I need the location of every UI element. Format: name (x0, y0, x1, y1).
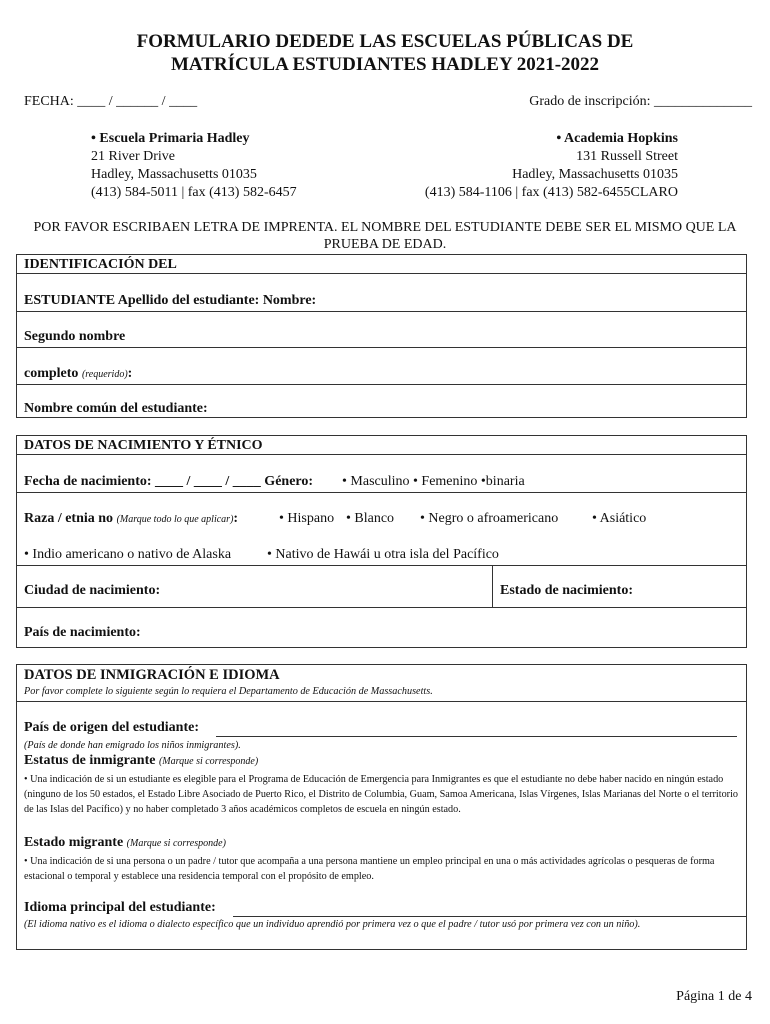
school-hadley-street: 21 River Drive (91, 149, 175, 164)
identification-section (16, 254, 747, 418)
identification-heading: IDENTIFICACIÓN DEL (24, 257, 177, 272)
title-line-2: MATRÍCULA ESTUDIANTES HADLEY 2021-2022 (170, 54, 600, 75)
primary-language-label: Idioma principal del estudiante: (24, 900, 216, 915)
divider (17, 273, 746, 274)
divider (17, 565, 746, 566)
race-hispanic-option[interactable]: • Hispano (279, 511, 335, 526)
school-hadley (91, 130, 297, 202)
gender-options[interactable]: • Masculino • Femenino •binaria (342, 474, 525, 489)
complete-label: completo (24, 366, 79, 381)
migrant-status-note: (Marque si corresponde) (126, 838, 226, 849)
race-white-option[interactable]: • Blanco (346, 511, 395, 526)
title-line-1: FORMULARIO DEDEDE LAS ESCUELAS PÚBLICAS DE (136, 31, 634, 52)
divider (17, 311, 746, 312)
origin-country-label: País de origen del estudiante: (24, 720, 199, 735)
divider (17, 701, 746, 702)
immigrant-status-text[interactable]: • Una indicación de si un estudiante es elegible para el Programa de Educación de Emergencia para Inmigrantes es que el estudiante no debe haber nacido en ningún estado (ninguno de los 50 estados, el Estado Libre Asociado de Puerto Rico, el Distrito de Columbia, Guam, Samoa Americana, Islas Vírgenes, Islas Marianas del Norte o el territorio de las Islas del Pacífico) y no haber completado 3 años académicos completos de escuela en ningún estado. (24, 774, 739, 815)
race-asian-option[interactable]: • Asiático (592, 511, 647, 526)
print-notice: POR FAVOR ESCRIBAEN LETRA DE IMPRENTA. EL NOMBRE DEL ESTUDIANTE DEBE SER EL MISMO QUE LA PRUEBA DE EDAD. (33, 220, 737, 252)
origin-country-input[interactable] (216, 736, 737, 737)
grade-field[interactable]: Grado de inscripción: ______________ (529, 94, 752, 109)
birth-heading: DATOS DE NACIMIENTO Y ÉTNICO (24, 438, 263, 453)
school-hopkins-street: 131 Russell Street (576, 149, 678, 164)
immigration-section (16, 664, 747, 950)
divider (492, 565, 493, 607)
primary-language-note: (El idioma nativo es el idioma o dialecto específico que un individuo aprendió por primera vez o que el padre / tutor usó por primera vez con un niño). (24, 919, 641, 930)
migrant-status-label (24, 835, 226, 851)
immigration-heading: DATOS DE INMIGRACIÓN E IDIOMA (24, 667, 280, 683)
immigrant-status-label (24, 753, 258, 769)
date-field[interactable]: FECHA: ____ / ______ / ____ (24, 94, 198, 109)
divider (17, 347, 746, 348)
divider (17, 607, 746, 608)
immigrant-status-title: Estatus de inmigrante (24, 753, 156, 768)
birth-state-field[interactable]: Estado de nacimiento: (500, 583, 633, 598)
immigrant-status-note: (Marque si corresponde) (158, 756, 259, 767)
middle-name-field[interactable]: Segundo nombre (24, 329, 126, 344)
immigration-subheading: Por favor complete lo siguiente según lo requiera el Departamento de Educación de Massachusetts. (24, 686, 433, 697)
race-note: (Marque todo lo que aplicar) (116, 514, 234, 525)
school-hadley-phone: (413) 584-5011 | fax (413) 582-6457 (91, 185, 297, 200)
dob-field[interactable]: Fecha de nacimiento: ____ / ____ / ____ Género: (24, 474, 314, 489)
page-number: Página 1 de 4 (676, 989, 752, 1004)
school-hadley-city: Hadley, Massachusetts 01035 (91, 167, 257, 182)
school-hopkins-phone: (413) 584-1106 | fax (413) 582-6455CLARO (424, 185, 678, 200)
race-label-text: Raza / etnia no (24, 511, 114, 526)
school-hopkins (425, 130, 678, 202)
birth-city-field[interactable]: Ciudad de nacimiento: (24, 583, 161, 598)
school-hopkins-name: • Academia Hopkins (556, 131, 678, 146)
required-note: (requerido) (81, 369, 128, 380)
form-title (0, 30, 770, 76)
race-black-option[interactable]: • Negro o afroamericano (420, 511, 559, 526)
divider (17, 454, 746, 455)
divider (17, 384, 746, 385)
complete-name-field[interactable] (24, 366, 132, 382)
migrant-status-title: Estado migrante (24, 835, 124, 850)
race-native-option[interactable]: • Indio americano o nativo de Alaska (24, 547, 232, 562)
birth-country-field[interactable]: País de nacimiento: (24, 625, 141, 640)
origin-country-note: (País de donde han emigrado los niños inmigrantes). (24, 740, 241, 751)
race-hawaiian-option[interactable]: • Nativo de Hawái u otra isla del Pacífico (267, 547, 499, 562)
student-name-field[interactable]: ESTUDIANTE Apellido del estudiante: Nombre: (24, 293, 317, 308)
migrant-status-text[interactable]: • Una indicación de si una persona o un padre / tutor que acompaña a una persona mantiene un empleo principal en una o más actividades agrícolas o pesqueras de forma estacional o temporal y establece una residencia temporal con el propósito de empleo. (24, 856, 715, 882)
school-hadley-name: • Escuela Primaria Hadley (91, 131, 250, 146)
race-colon: : (233, 511, 239, 526)
complete-colon: : (127, 366, 133, 381)
common-name-field[interactable]: Nombre común del estudiante: (24, 401, 208, 416)
school-hopkins-city: Hadley, Massachusetts 01035 (512, 167, 678, 182)
divider (17, 492, 746, 493)
primary-language-input[interactable] (233, 916, 747, 917)
birth-section (16, 435, 747, 648)
race-label (24, 511, 238, 527)
